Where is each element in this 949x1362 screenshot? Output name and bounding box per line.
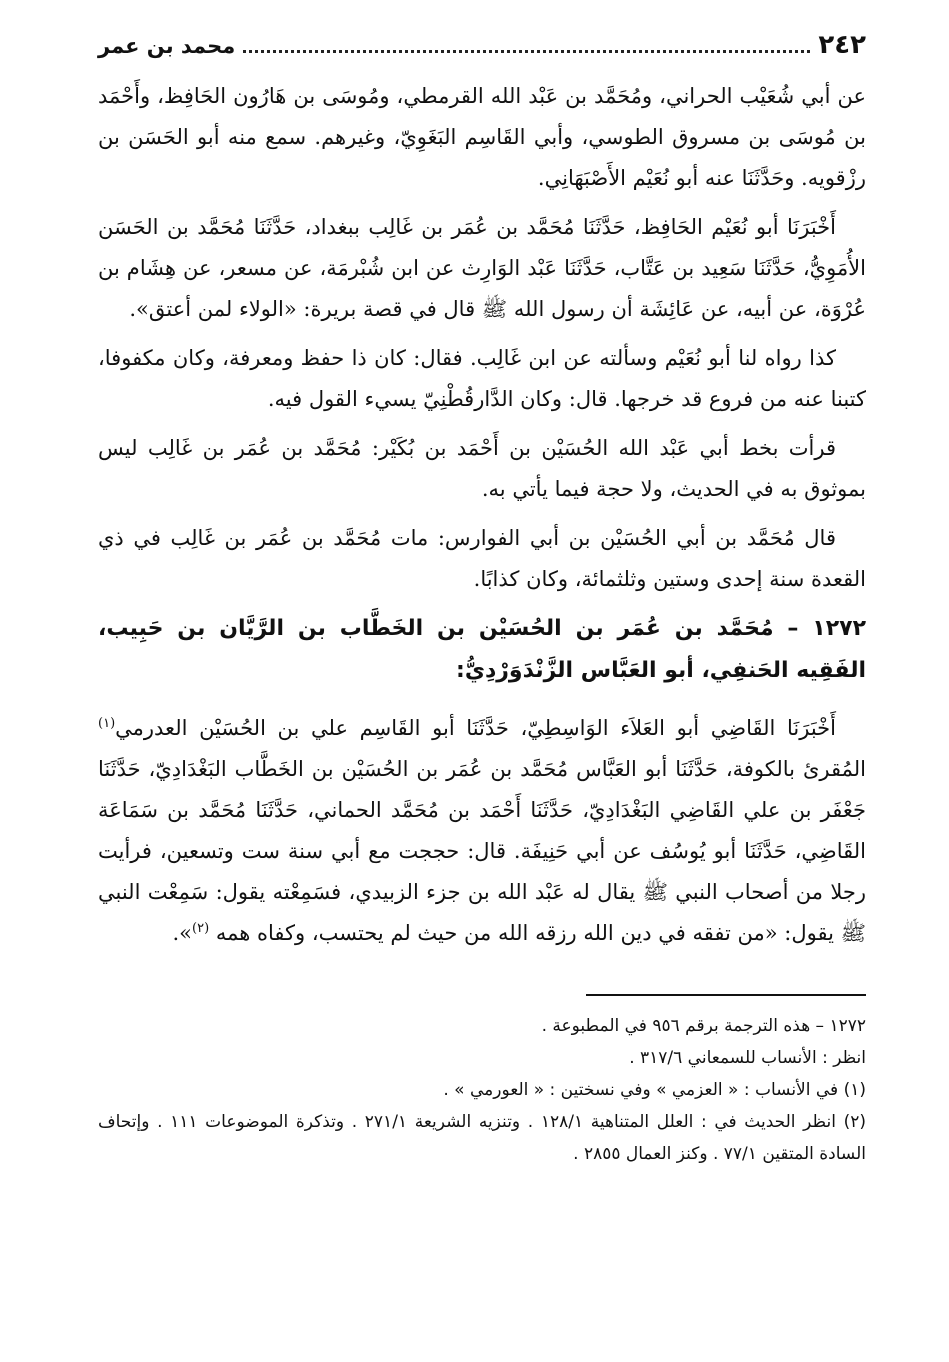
entry-paragraph-middle: المُقرئ بالكوفة، حَدَّثَنَا أبو العَبَّاس مُحَمَّد بن عُمَر بن الحُسَيْن بن الخَطَّاب البَغْدَادِيّ، حَدَّثَنَا جَعْفَر بن علي القَاضِي البَغْدَادِيّ، حَدَّثَنَا أَحْمَد بن مُحَمَّد الحماني، حَدَّثَنَا مُحَمَّد بن سَمَاعَة القَاضِي، حَدَّثَنَا أبو يُوسُف عن أبي حَنِيفَة. قال: حججت مع أبي سنة ست وتسعين، فرأيت رجلا من أصحاب النبي ﷺ يقال له عَبْد الله بن جزء الزبيدي، فسَمِعْته يقول: سَمِعْت النبي ﷺ يقول: «من تفقه في دين الله رزقه الله من حيث لم يحتسب، وكفاه همه xyxy=(98,757,866,945)
footnote-reference: انظر : الأنساب للسمعاني ٣١٧/٦ . xyxy=(629,1048,866,1068)
entry-heading: ١٢٧٢ – مُحَمَّد بن عُمَر بن الحُسَيْن بن الخَطَّاب بن الرَّيَّان بن حَبِيب، الفَقِيه الحَنفِي، أبو العَبَّاس الزَّنْدَوَرْدِيُّ: xyxy=(98,616,866,683)
footnote-ref-2: (٢) xyxy=(192,921,210,936)
footnote-ref-1: (١) xyxy=(98,716,116,731)
footnote-1: (١) في الأنساب : « العزمي » وفي نسختين : « العورمي » . xyxy=(443,1080,866,1100)
footnote-entry-number: ١٢٧٢ – هذه الترجمة برقم ٩٥٦ في المطبوعة . xyxy=(541,1016,866,1036)
running-head-title: محمد بن عمر xyxy=(98,34,236,58)
footnote-2: (٢) انظر الحديث في : العلل المتناهية ١٢٨/١ . وتنزيه الشريعة ٢٧١/١ . وتذكرة الموضوعات ١١١ . وإتحاف السادة المتقين ٧٧/١ . وكنز العمال ٢٨٥٥ . xyxy=(98,1112,866,1164)
entry-paragraph xyxy=(98,708,866,954)
paragraph-5: قال مُحَمَّد بن أبي الحُسَيْن بن أبي الفوارس: مات مُحَمَّد بن عُمَر بن غَالِب في ذي القعدة سنة إحدى وستين وثلثمائة، وكان كذابًا. xyxy=(98,526,866,591)
entry-paragraph-end: ». xyxy=(172,921,193,945)
page-number: ٢٤٢ xyxy=(818,30,866,60)
running-head-dots xyxy=(243,32,810,53)
entry-paragraph-start: أَخْبَرَنَا القَاضِي أبو العَلاَء الوَاسِطِيّ، حَدَّثَنَا أبو القَاسِم علي بن الحُسَيْن العدرمي xyxy=(115,716,836,740)
book-page xyxy=(98,30,866,1170)
paragraph-1: عن أبي شُعَيْب الحراني، ومُحَمَّد بن عَبْد الله القرمطي، ومُوسَى بن هَارُون الحَافِظ، وأَحْمَد بن مُوسَى بن مسروق الطوسي، وأبي القَاسِم البَغَوِيّ، وغيرهم. سمع منه أبو الحَسَن بن رزْقويه. وحَدَّثَنَا عنه أبو نُعَيْم الأَصْبَهَانِي. xyxy=(98,84,866,190)
paragraph-2: أَخْبَرَنَا أبو نُعَيْم الحَافِظ، حَدَّثَنَا مُحَمَّد بن عُمَر بن غَالِب ببغداد، حَدَّثَنَا مُحَمَّد بن الحَسَن الأُمَوِيُّ، حَدَّثَنَا سَعِيد بن عَتَّاب، حَدَّثَنَا عَبْد الوَارِث عن ابن شُبْرمَة، عن مسعر، عن هِشَام بن عُرْوَة، عن أبيه، عن عَائِشَة أن رسول الله ﷺ قال في قصة بريرة: «الولاء لمن أعتق». xyxy=(98,215,866,321)
paragraph-4: قرأت بخط أبي عَبْد الله الحُسَيْن بن أَحْمَد بن بُكَيْر: مُحَمَّد بن عُمَر بن غَالِب ليس بموثوق به في الحديث، ولا حجة فيما يأتي به. xyxy=(98,436,866,501)
footnotes xyxy=(98,1010,866,1170)
footnote-separator xyxy=(586,994,866,996)
paragraph-3: كذا رواه لنا أبو نُعَيْم وسألته عن ابن غَالِب. فقال: كان ذا حفظ ومعرفة، وكان مكفوفا، كتبنا عنه من فروع قد خرجها. قال: وكان الدَّارقُطْنِيّ يسيء القول فيه. xyxy=(98,346,866,411)
running-head xyxy=(98,30,866,76)
